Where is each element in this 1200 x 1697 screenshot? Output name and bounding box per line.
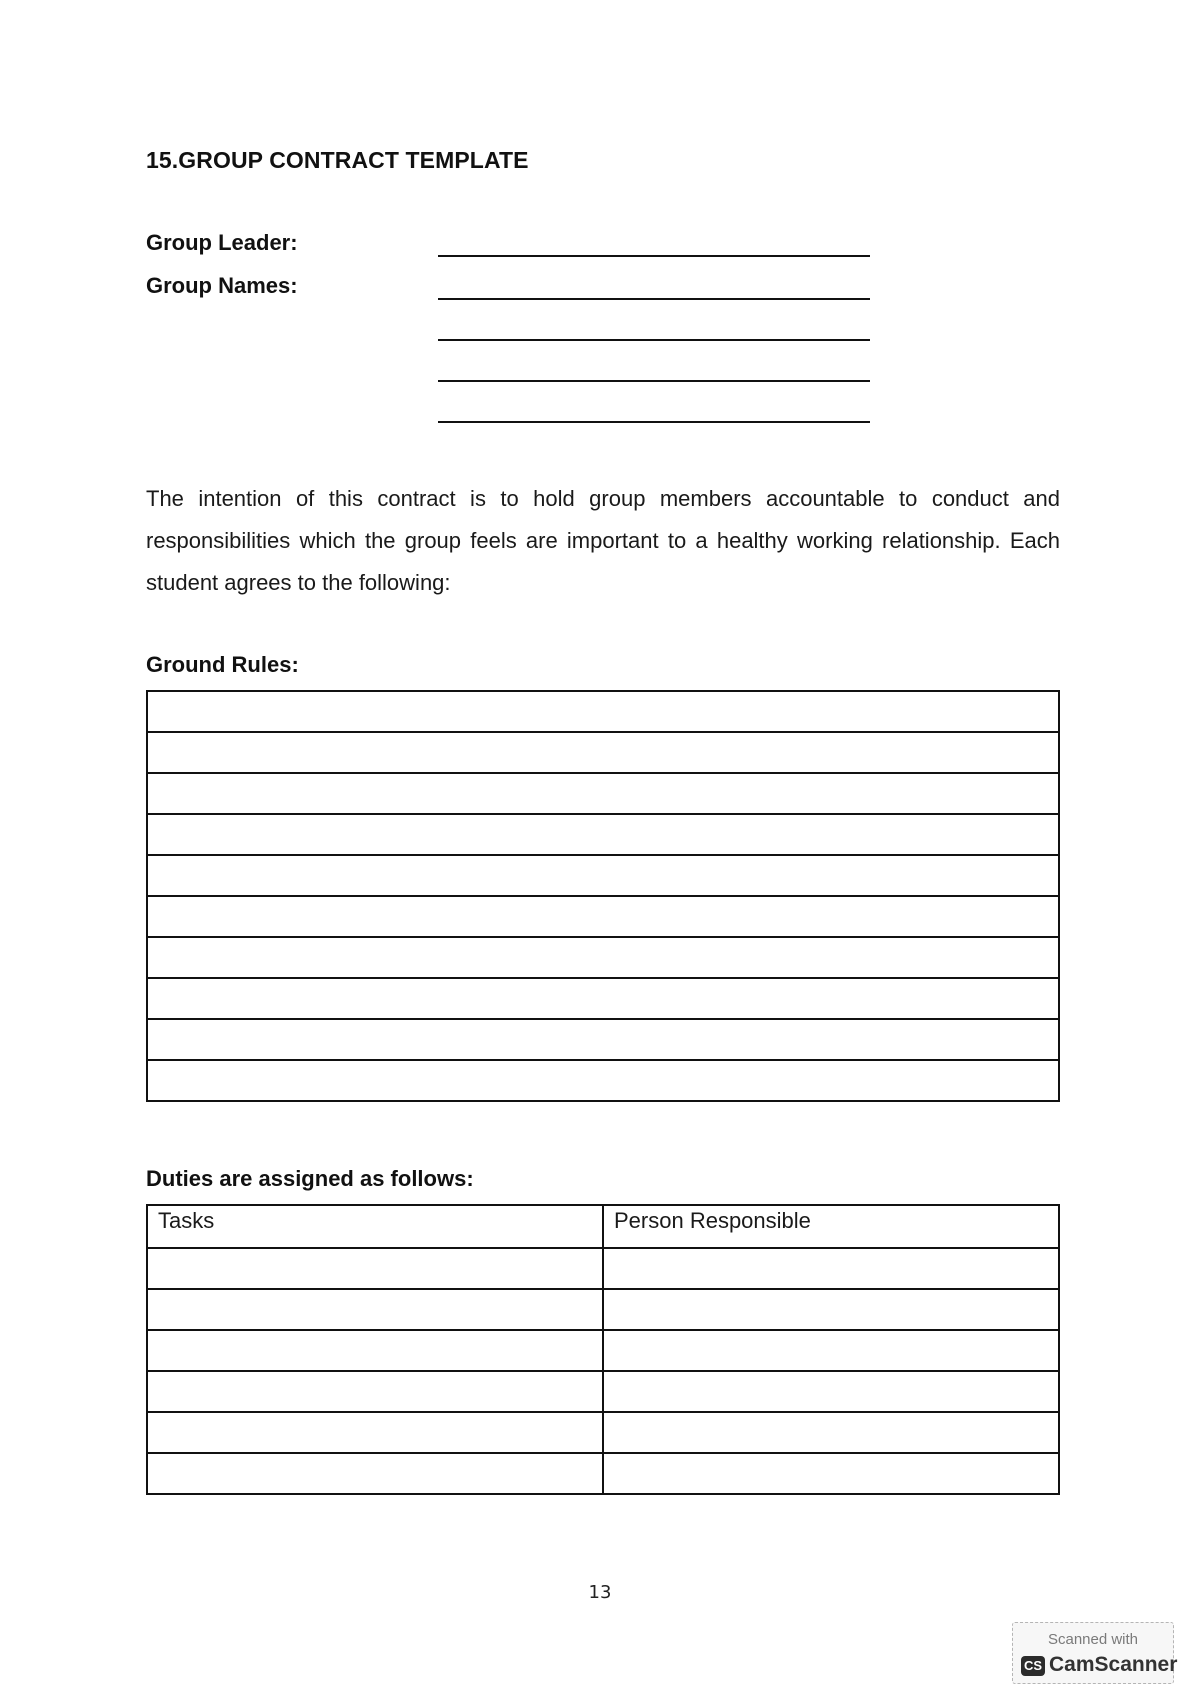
table-row	[147, 1412, 1059, 1453]
task-cell[interactable]	[147, 1453, 603, 1494]
group-name-line-2[interactable]	[438, 339, 870, 341]
watermark-brand: CamScanner	[1049, 1653, 1178, 1676]
ground-rule-cell[interactable]	[147, 855, 1059, 896]
table-row	[147, 691, 1059, 732]
group-name-line-4[interactable]	[438, 421, 870, 423]
person-cell[interactable]	[603, 1453, 1059, 1494]
group-name-line-1[interactable]	[438, 298, 870, 300]
ground-rule-cell[interactable]	[147, 978, 1059, 1019]
ground-rule-cell[interactable]	[147, 732, 1059, 773]
camscanner-logo-icon: CS	[1021, 1656, 1045, 1676]
table-row	[147, 773, 1059, 814]
ground-rule-cell[interactable]	[147, 773, 1059, 814]
task-cell[interactable]	[147, 1330, 603, 1371]
table-row	[147, 896, 1059, 937]
table-row	[147, 1330, 1059, 1371]
group-names-label: Group Names:	[146, 273, 298, 298]
ground-rule-cell[interactable]	[147, 1060, 1059, 1101]
person-cell[interactable]	[603, 1371, 1059, 1412]
table-row	[147, 1248, 1059, 1289]
task-cell[interactable]	[147, 1248, 603, 1289]
intro-paragraph: The intention of this contract is to hold group members accountable to conduct and responsibilities which the group feels are important to a healthy working relationship. Each student agrees to the following:	[146, 486, 1060, 595]
table-row	[147, 1453, 1059, 1494]
table-row	[147, 1371, 1059, 1412]
ground-rule-cell[interactable]	[147, 937, 1059, 978]
table-row	[147, 1289, 1059, 1330]
header-tasks: Tasks	[147, 1205, 603, 1248]
ground-rule-cell[interactable]	[147, 814, 1059, 855]
group-name-line-3[interactable]	[438, 380, 870, 382]
table-row	[147, 814, 1059, 855]
ground-rule-cell[interactable]	[147, 691, 1059, 732]
page-title: 15.GROUP CONTRACT TEMPLATE	[146, 147, 529, 173]
header-person-responsible: Person Responsible	[603, 1205, 1059, 1248]
table-header-row	[147, 1205, 1059, 1248]
person-cell[interactable]	[603, 1289, 1059, 1330]
person-cell[interactable]	[603, 1412, 1059, 1453]
person-cell[interactable]	[603, 1330, 1059, 1371]
person-cell[interactable]	[603, 1248, 1059, 1289]
task-cell[interactable]	[147, 1289, 603, 1330]
duties-table	[146, 1204, 1060, 1495]
table-row	[147, 732, 1059, 773]
ground-rule-cell[interactable]	[147, 1019, 1059, 1060]
task-cell[interactable]	[147, 1371, 603, 1412]
camscanner-watermark	[1012, 1622, 1178, 1684]
table-row	[147, 978, 1059, 1019]
task-cell[interactable]	[147, 1412, 603, 1453]
duties-label: Duties are assigned as follows:	[146, 1166, 474, 1191]
table-row	[147, 1060, 1059, 1101]
group-leader-line[interactable]	[438, 255, 870, 257]
table-row	[147, 855, 1059, 896]
group-leader-label: Group Leader:	[146, 230, 298, 255]
ground-rules-table	[146, 690, 1060, 1102]
table-row	[147, 937, 1059, 978]
watermark-caption: Scanned with	[1047, 1631, 1139, 1648]
ground-rule-cell[interactable]	[147, 896, 1059, 937]
ground-rules-label: Ground Rules:	[146, 652, 299, 677]
page-number: 13	[588, 1582, 612, 1603]
table-row	[147, 1019, 1059, 1060]
